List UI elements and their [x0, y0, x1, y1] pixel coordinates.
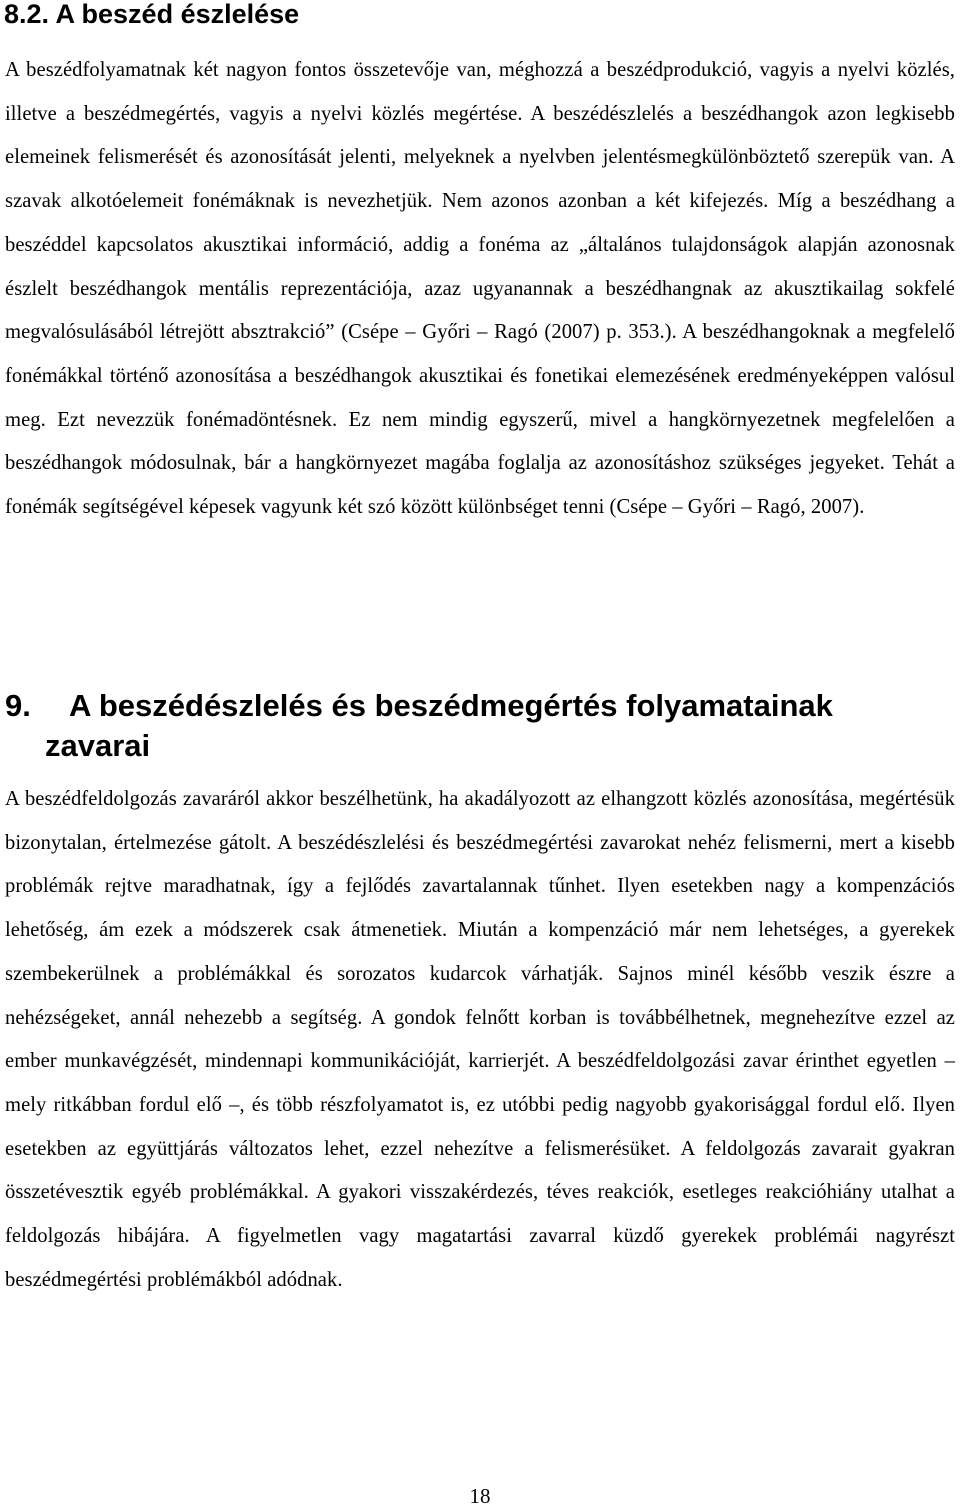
body-paragraph-1: A beszédfolyamatnak két nagyon fontos összetevője van, méghozzá a beszédprodukció, vagyis a nyelvi közlés, illetve a beszédmegértés, vagyis a nyelvi közlés megértése. A beszédészlelés a beszédhangok azon legkisebb elemeinek felismerését és azonosítását jelenti, melyeknek a nyelvben jelentésmegkülönböztető szerepük van. A szavak alkotóelemeit fonémáknak is nevezhetjük. Nem azonos azonban a két kifejezés. Míg a beszédhang a beszéddel kapcsolatos akusztikai információ, addig a fonéma az „általános tulajdonságok alapján azonosnak észlelt beszédhangok mentális reprezentációja, azaz ugyanannak a beszédhangnak az akusztikailag sokfelé megvalósulásából létrejött absztrakció” (Csépe – Győri – Ragó (2007) p. 353.). A beszédhangoknak a megfelelő fonémákkal történő azonosítása a beszédhangok akusztikai és fonetikai elemezésének eredményeképpen valósul meg. Ezt nevezzük fonémadöntésnek. Ez nem mindig egyszerű, mivel a hangkörnyezetnek megfelelően a beszédhangok módosulnak, bár a hangkörnyezet magába foglalja az azonosításhoz szükséges jegyeket. Tehát a fonémák segítségével képesek vagyunk két szó között különbséget tenni (Csépe – Győri – Ragó, 2007).	[5, 59, 955, 519]
chapter-title-line-2: zavarai	[45, 728, 151, 763]
chapter-number: 9.	[5, 688, 31, 723]
page-number: 18	[469, 1484, 491, 1508]
section-heading: 8.2. A beszéd észlelése	[4, 0, 300, 29]
body-paragraph-2: A beszédfeldolgozás zavaráról akkor beszélhetünk, ha akadályozott az elhangzott közlés azonosítása, megértésük bizonytalan, értelmezése gátolt. A beszédészlelési és beszédmegértési zavarokat nehéz felismerni, mert a kisebb problémák rejtve maradhatnak, így a fejlődés zavartalannak tűnhet. Ilyen esetekben nagy a kompenzációs lehetőség, ám ezek a módszerek csak átmenetiek. Miután a kompenzáció már nem lehetséges, a gyerekek szembekerülnek a problémákkal és sorozatos kudarcok várhatják. Sajnos minél később veszik észre a nehézségeket, annál nehezebb a segítség. A gondok felnőtt korban is továbbélhetnek, megnehezítve ezzel az ember munkavégzését, mindennapi kommunikációját, karrierjét. A beszédfeldolgozási zavar érinthet egyetlen – mely ritkábban fordul elő –, és több részfolyamatot is, ez utóbbi pedig nagyobb gyakorisággal fordul elő. Ilyen esetekben az együttjárás változatos lehet, ezzel nehezítve a felismerésüket. A feldolgozás zavarait gyakran összetévesztik egyéb problémákkal. A gyakori visszakérdezés, téves reakciók, esetleges reakcióhiány utalhat a feldolgozás hibájára. A figyelmetlen vagy magatartási zavarral küzdő gyerekek problémái nagyrészt beszédmegértési problémákból adódnak.	[5, 788, 955, 1291]
chapter-title-line-1: A beszédészlelés és beszédmegértés folyamatainak	[69, 688, 833, 723]
chapter-heading	[5, 686, 833, 766]
